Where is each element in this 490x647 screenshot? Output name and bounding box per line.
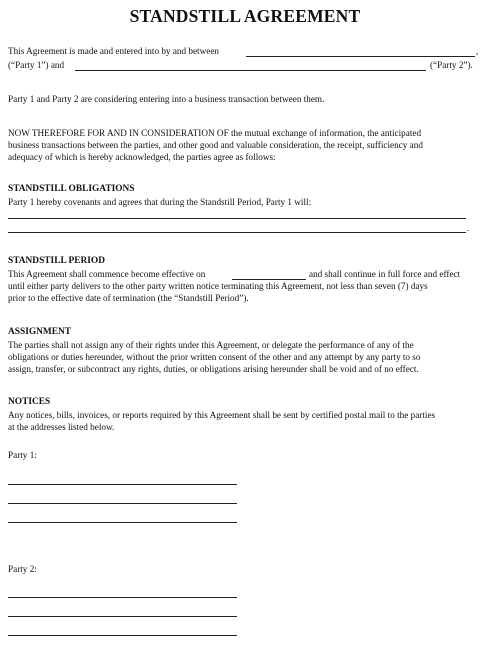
notices-line-2: at the addresses listed below. xyxy=(8,422,115,432)
document-title: STANDSTILL AGREEMENT xyxy=(129,6,361,26)
consideration-line-2: business transactions between the parties, and other good and valuable consideration, the receipt, sufficiency and xyxy=(8,140,423,150)
purpose-text: Party 1 and Party 2 are considering entering into a business transaction between them. xyxy=(8,94,325,104)
party1-name-blank[interactable] xyxy=(246,56,475,57)
party1-label: Party 1: xyxy=(8,450,37,460)
period-line-3: prior to the effective date of termination (the “Standstill Period”). xyxy=(8,293,249,303)
party1-address-line-1[interactable] xyxy=(8,484,237,485)
intro-line-1-prefix: This Agreement is made and entered into by and between xyxy=(8,46,219,56)
intro-line-2-prefix: (“Party 1”) and xyxy=(8,60,65,70)
period-line-2: until either party delivers to the other party written notice terminating this Agreement, not less than seven (7) days xyxy=(8,281,428,291)
party2-address-line-1[interactable] xyxy=(8,597,237,598)
assignment-heading: ASSIGNMENT xyxy=(8,327,72,337)
consideration-line-3: adequacy of which is hereby acknowledged, the parties agree as follows: xyxy=(8,152,276,162)
consideration-line-1: NOW THEREFORE FOR AND IN CONSIDERATION OF the mutual exchange of information, the anticipated xyxy=(8,128,422,138)
party2-name-blank[interactable] xyxy=(75,70,426,71)
party2-address-line-2[interactable] xyxy=(8,616,237,617)
intro-line-1-suffix: , xyxy=(476,46,479,56)
party1-address-line-3[interactable] xyxy=(8,522,237,523)
period-heading: STANDSTILL PERIOD xyxy=(8,256,105,266)
period-line-1-suffix: and shall continue in full force and effect xyxy=(309,269,461,279)
assignment-line-3: assign, transfer, or subcontract any rights, duties, or obligations arising hereunder shall be void and of no effect. xyxy=(8,364,419,374)
assignment-line-2: obligations or duties hereunder, without the prior written consent of the other and any attempt by any party to so xyxy=(8,352,421,362)
notices-line-1: Any notices, bills, invoices, or reports required by this Agreement shall be sent by certified postal mail to the parties xyxy=(8,410,436,420)
party2-address-line-3[interactable] xyxy=(8,635,237,636)
assignment-line-1: The parties shall not assign any of their rights under this Agreement, or delegate the performance of any of the xyxy=(8,340,414,350)
obligations-end-mark: . xyxy=(467,223,470,233)
obligations-blank-1[interactable] xyxy=(8,218,466,219)
intro-line-2-suffix: (“Party 2”). xyxy=(430,60,473,70)
period-line-1-prefix: This Agreement shall commence become effective on xyxy=(8,269,206,279)
party1-address-line-2[interactable] xyxy=(8,503,237,504)
obligations-blank-2[interactable] xyxy=(8,232,466,233)
notices-heading: NOTICES xyxy=(8,397,51,407)
obligations-heading: STANDSTILL OBLIGATIONS xyxy=(8,184,135,194)
party2-label: Party 2: xyxy=(8,564,37,574)
obligations-text: Party 1 hereby covenants and agrees that during the Standstill Period, Party 1 will: xyxy=(8,197,312,207)
